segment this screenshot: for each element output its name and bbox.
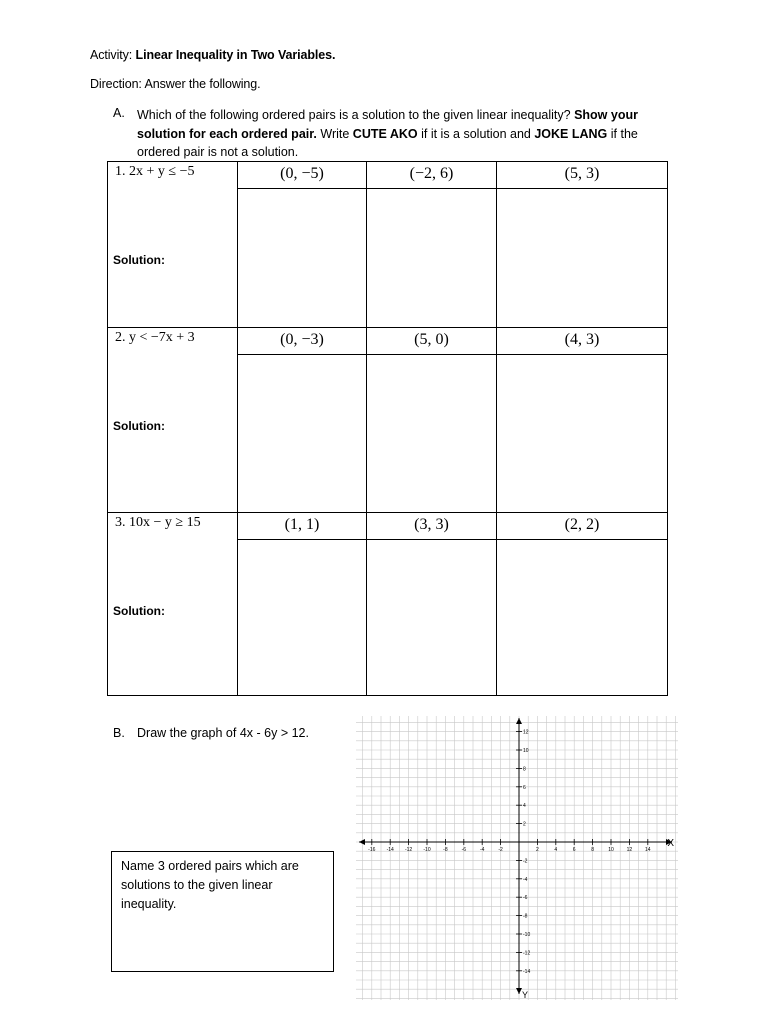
x-tick-label: 10 bbox=[608, 847, 614, 853]
y-tick-label: -8 bbox=[523, 913, 528, 920]
problem-3-pair-3: (2, 2) bbox=[497, 513, 668, 540]
problem-3-inequality: 3. 10x − y ≥ 15 bbox=[115, 515, 201, 530]
problem-2-inequality: 2. y < −7x + 3 bbox=[115, 330, 195, 345]
problem-1-answer-1[interactable] bbox=[238, 189, 367, 328]
section-a-question: Which of the following ordered pairs is a solution to the given linear inequality? Show your solution for each ordered pair. Write CUTE AKO if it is a solution and JOKE LANG if the ordered pair is not a solution. bbox=[137, 108, 638, 159]
x-tick-label: 12 bbox=[626, 847, 633, 853]
x-tick-label: -6 bbox=[461, 847, 467, 853]
x-axis-label: X bbox=[667, 838, 674, 849]
y-tick-label: -6 bbox=[523, 895, 528, 902]
activity-title: Linear Inequality in Two Variables. bbox=[135, 48, 336, 62]
problem-1-pair-1: (0, −5) bbox=[238, 162, 367, 189]
y-tick-label: -10 bbox=[523, 932, 531, 938]
problem-2-answer-2[interactable] bbox=[367, 355, 497, 513]
x-tick-label: -14 bbox=[386, 847, 394, 853]
problem-1-pair-2: (−2, 6) bbox=[367, 162, 497, 189]
x-tick-label: -2 bbox=[498, 847, 503, 853]
y-tick-label: -12 bbox=[523, 950, 531, 957]
ordered-pairs-prompt: Name 3 ordered pairs which are solutions to the given linear inequality. bbox=[121, 859, 299, 911]
y-tick-label: 4 bbox=[523, 803, 526, 810]
problem-3-solution-label: Solution: bbox=[113, 604, 165, 618]
y-tick-label: 8 bbox=[523, 766, 526, 773]
problem-3-pair-1: (1, 1) bbox=[238, 513, 367, 540]
x-tick-label: 8 bbox=[591, 847, 594, 853]
problem-1-answer-2[interactable] bbox=[367, 189, 497, 328]
x-tick-label: 2 bbox=[536, 847, 539, 853]
y-axis-label: Y bbox=[522, 990, 529, 1000]
problem-3-pair-2: (3, 3) bbox=[367, 513, 497, 540]
problem-2-pair-3: (4, 3) bbox=[497, 328, 668, 355]
problem-2-pair-2: (5, 0) bbox=[367, 328, 497, 355]
problem-1-answer-3[interactable] bbox=[497, 189, 668, 328]
direction-line: Direction: Answer the following. bbox=[90, 77, 261, 91]
problem-1-solution-label: Solution: bbox=[113, 253, 165, 267]
x-tick-label: 6 bbox=[572, 847, 576, 853]
x-tick-label: 4 bbox=[554, 847, 558, 853]
problem-2-cell bbox=[108, 328, 238, 513]
y-tick-label: 10 bbox=[523, 748, 529, 754]
section-a-label: A. bbox=[113, 106, 125, 120]
coordinate-plane[interactable] bbox=[356, 716, 678, 1000]
y-tick-label: 2 bbox=[523, 821, 526, 828]
x-axis-arrow-left bbox=[359, 839, 365, 845]
activity-line bbox=[90, 48, 335, 62]
y-tick-label: -4 bbox=[523, 876, 528, 883]
x-tick-label: -10 bbox=[423, 847, 431, 853]
inequality-table bbox=[107, 161, 668, 696]
section-b-instruction: Draw the graph of 4x - 6y > 12. bbox=[137, 726, 309, 740]
problem-2-pair-1: (0, −3) bbox=[238, 328, 367, 355]
y-tick-label: 6 bbox=[523, 784, 526, 791]
activity-prefix: Activity: bbox=[90, 48, 136, 62]
y-axis-arrow bbox=[516, 718, 522, 724]
problem-2-solution-label: Solution: bbox=[113, 419, 165, 433]
problem-1-inequality: 1. 2x + y ≤ −5 bbox=[115, 164, 195, 179]
problem-2-answer-1[interactable] bbox=[238, 355, 367, 513]
joke-lang-keyword: JOKE LANG bbox=[534, 126, 608, 141]
x-tick-label: -8 bbox=[443, 847, 448, 853]
problem-1-cell bbox=[108, 162, 238, 328]
y-tick-label: -14 bbox=[523, 968, 531, 975]
x-tick-label: -16 bbox=[368, 847, 376, 853]
x-tick-label: 14 bbox=[645, 847, 651, 853]
problem-2-answer-3[interactable] bbox=[497, 355, 668, 513]
problem-3-answer-1[interactable] bbox=[238, 540, 367, 696]
x-tick-label: -12 bbox=[404, 847, 413, 853]
y-tick-label: -2 bbox=[523, 858, 528, 865]
problem-3-answer-3[interactable] bbox=[497, 540, 668, 696]
cute-ako-keyword: CUTE AKO bbox=[352, 126, 418, 141]
problem-3-answer-2[interactable] bbox=[367, 540, 497, 696]
y-tick-label: 12 bbox=[523, 729, 529, 736]
ordered-pairs-answer-box[interactable] bbox=[111, 851, 334, 972]
section-b-label: B. bbox=[113, 726, 125, 740]
x-tick-label: -4 bbox=[479, 847, 485, 853]
problem-3-cell bbox=[108, 513, 238, 696]
problem-1-pair-3: (5, 3) bbox=[497, 162, 668, 189]
